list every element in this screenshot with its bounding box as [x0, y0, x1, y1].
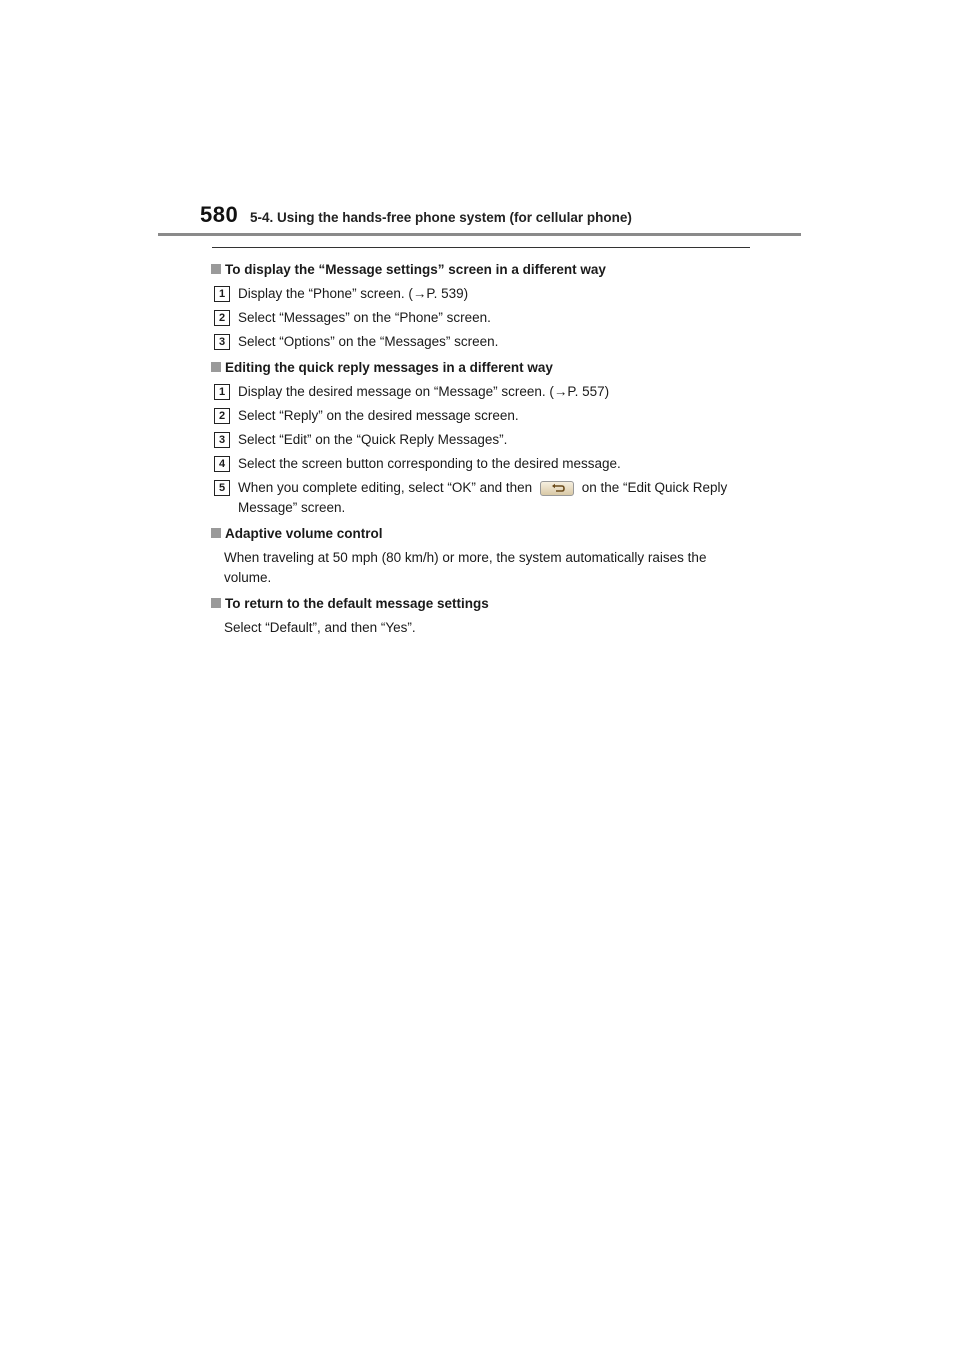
page-number: 580: [200, 202, 239, 227]
square-bullet-icon: [211, 528, 221, 538]
step-item: [210, 430, 755, 450]
step-number: 3: [214, 334, 230, 350]
square-bullet-icon: [211, 598, 221, 608]
step-item: [210, 284, 755, 304]
section-title: 5-4. Using the hands-free phone system (for cellular phone): [250, 210, 632, 225]
section-heading: [210, 522, 755, 544]
section-paragraph: Select “Default”, and then “Yes”.: [224, 620, 416, 635]
step-item: [210, 308, 755, 328]
section-heading: [210, 592, 755, 614]
section-heading-text: Editing the quick reply messages in a different way: [225, 359, 553, 375]
step-item: [210, 382, 755, 402]
page-header: [0, 0, 960, 240]
step-text: Select “Options” on the “Messages” screen.: [238, 334, 499, 349]
section-heading-text: To return to the default message settings: [225, 595, 489, 611]
page-content: [210, 258, 755, 638]
step-text: Select “Edit” on the “Quick Reply Messages”.: [238, 432, 508, 447]
step-number: 1: [214, 384, 230, 400]
step-text: Select “Messages” on the “Phone” screen.: [238, 310, 491, 325]
content-top-rule: [212, 247, 750, 248]
section-heading-text: Adaptive volume control: [225, 525, 383, 541]
step-item: [210, 478, 755, 518]
step-text: When you complete editing, select “OK” and then: [238, 480, 533, 495]
step-text: on the “Edit Quick Reply Message” screen.: [238, 480, 728, 515]
step-text: Display the desired message on “Message” screen. (→P. 557): [238, 384, 610, 399]
header-rule: [158, 233, 801, 236]
step-number: 3: [214, 432, 230, 448]
step-number: 1: [214, 286, 230, 302]
square-bullet-icon: [211, 264, 221, 274]
square-bullet-icon: [211, 362, 221, 372]
step-number: 2: [214, 310, 230, 326]
section-paragraph: When traveling at 50 mph (80 km/h) or more, the system automatically raises the volume.: [224, 550, 707, 585]
section-heading-text: To display the “Message settings” screen in a different way: [225, 261, 606, 277]
step-text: Display the “Phone” screen. (→P. 539): [238, 286, 469, 301]
section-heading: [210, 356, 755, 378]
back-arrow-icon: [540, 481, 574, 496]
step-item: [210, 332, 755, 352]
step-text: Select “Reply” on the desired message screen.: [238, 408, 519, 423]
step-item: [210, 406, 755, 426]
step-item: [210, 454, 755, 474]
step-number: 5: [214, 480, 230, 496]
step-number: 2: [214, 408, 230, 424]
step-text: Select the screen button corresponding to the desired message.: [238, 456, 621, 471]
section-heading: [210, 258, 755, 280]
step-number: 4: [214, 456, 230, 472]
